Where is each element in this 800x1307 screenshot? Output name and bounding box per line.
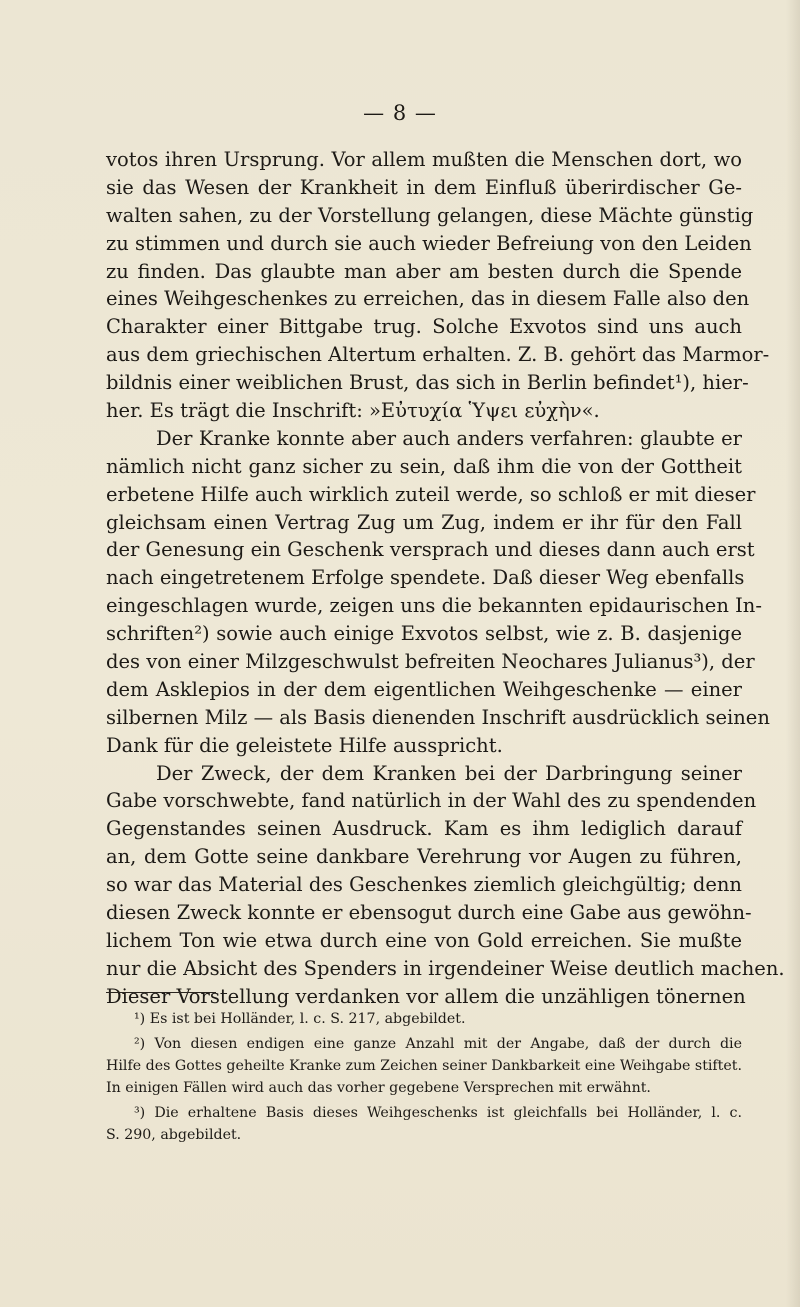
body-line: aus dem griechischen Altertum erhalten. Z. B. gehört das Marmor- [106,343,770,367]
body-line: so war das Material des Geschenkes ziemlich gleichgültig; denn [106,873,742,897]
footnote-line: ¹) Es ist bei Holländer, l. c. S. 217, abgebildet. [134,1011,466,1027]
footnotes [106,1008,742,1146]
page-number: — 8 — [363,101,437,125]
body-line: votos ihren Ursprung. Vor allem mußten die Menschen dort, wo [106,148,742,171]
body-text [106,146,785,1011]
footnote-line: In einigen Fällen wird auch das vorher gegebene Versprechen mit erwähnt. [106,1080,651,1096]
body-line: nur die Absicht des Spenders in irgendeiner Weise deutlich machen. [106,956,785,980]
body-line: diesen Zweck konnte er ebensogut durch eine Gabe aus gewöhn- [106,901,752,925]
body-line: nach eingetretenem Erfolge spendete. Daß dieser Weg ebenfalls [106,566,745,590]
body-line: eines Weihgeschenkes zu erreichen, das in diesem Falle also den [106,287,750,311]
body-line: gleichsam einen Vertrag Zug um Zug, indem er ihr für den Fall [106,510,742,534]
body-line: Charakter einer Bittgabe trug. Solche Exvotos sind uns auch [106,315,742,339]
page-edge-shadow [786,0,800,1307]
body-line: silbernen Milz — als Basis dienenden Inschrift ausdrücklich seinen [106,705,770,729]
body-line: der Genesung ein Geschenk versprach und dieses dann auch erst [106,538,755,562]
body-line: sie das Wesen der Krankheit in dem Einfluß überirdischer Ge- [106,175,742,199]
body-line: schriften²) sowie auch einige Exvotos selbst, wie z. B. dasjenige [106,622,742,646]
body-line: her. Es trägt die Inschrift: »Εὐτυχία Ὑψει εὐχὴν«. [106,399,600,423]
body-line: erbetene Hilfe auch wirklich zuteil werde, so schloß er mit dieser [106,482,756,506]
body-line: lichem Ton wie etwa durch eine von Gold erreichen. Sie mußte [106,928,742,952]
body-line: Der Kranke konnte aber auch anders verfahren: glaubte er [156,426,742,450]
body-line: zu stimmen und durch sie auch wieder Befreiung von den Leiden [106,231,752,255]
body-line: Dank für die geleistete Hilfe ausspricht. [106,733,503,757]
body-line: bildnis einer weiblichen Brust, das sich in Berlin befindet¹), hier- [106,371,749,395]
body-line: des von einer Milzgeschwulst befreiten Neochares Julianus³), der [106,650,755,674]
body-line: Der Zweck, der dem Kranken bei der Darbringung seiner [156,761,742,785]
body-line: Gegenstandes seinen Ausdruck. Kam es ihm lediglich darauf [106,817,742,841]
body-line: Gabe vorschwebte, fand natürlich in der Wahl des zu spendenden [106,789,757,813]
footnote-line: ³) Die erhaltene Basis dieses Weihgeschenks ist gleichfalls bei Holländer, l. c. [134,1105,742,1121]
footnote-line: S. 290, abgebildet. [106,1127,242,1143]
footnote-line: Hilfe des Gottes geheilte Kranke zum Zeichen seiner Dankbarkeit eine Weihgabe stiftet. [106,1058,742,1074]
body-line: nämlich nicht ganz sicher zu sein, daß ihm die von der Gottheit [106,454,742,478]
footnote-line: ²) Von diesen endigen eine ganze Anzahl mit der Angabe, daß der durch die [134,1036,742,1052]
body-line: eingeschlagen wurde, zeigen uns die bekannten epidaurischen In- [106,594,762,618]
footnote-divider [106,992,216,993]
body-line: dem Asklepios in der dem eigentlichen Weihgeschenke — einer [106,677,742,701]
body-line: zu finden. Das glaubte man aber am besten durch die Spende [106,259,742,283]
body-line: walten sahen, zu der Vorstellung gelangen, diese Mächte günstig [106,203,754,227]
body-line: an, dem Gotte seine dankbare Verehrung vor Augen zu führen, [106,845,742,869]
body-line: Dieser Vorstellung verdanken vor allem die unzähligen tönernen [106,984,746,1008]
